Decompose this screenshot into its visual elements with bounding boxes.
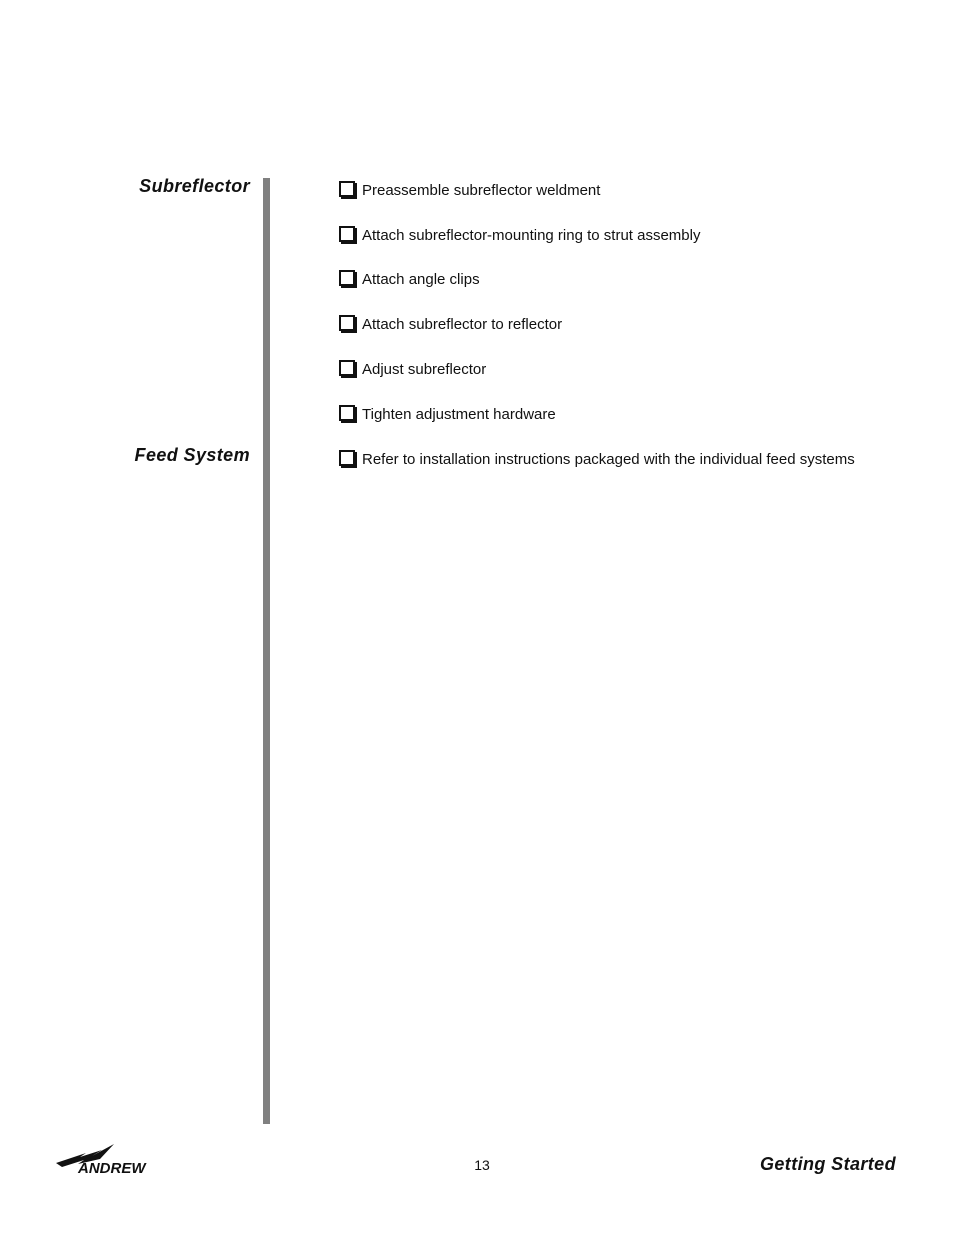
checklist-item (339, 315, 562, 335)
checkbox-icon[interactable] (339, 450, 355, 466)
checklist-item (339, 450, 855, 470)
checklist-item (339, 226, 700, 246)
checklist-item (339, 181, 600, 201)
checkbox-icon[interactable] (339, 270, 355, 286)
section-heading-subreflector: Subreflector (139, 176, 250, 196)
checklist-item-label: Adjust subreflector (362, 361, 487, 378)
checkbox-icon[interactable] (339, 405, 355, 421)
andrew-logo (56, 1141, 172, 1175)
checklist-item-label: Refer to installation instructions packaged with the individual feed systems (362, 451, 855, 468)
checkbox-icon[interactable] (339, 360, 355, 376)
checklist-item-label: Attach subreflector-mounting ring to strut assembly (362, 227, 701, 244)
checkbox-icon[interactable] (339, 181, 355, 197)
footer-section-title: Getting Started (759, 1154, 896, 1174)
checklist-item-label: Tighten adjustment hardware (362, 406, 556, 423)
checklist-item-label: Attach angle clips (362, 271, 480, 288)
checklist-item (339, 270, 480, 290)
checklist-item (339, 405, 556, 425)
checkbox-icon[interactable] (339, 315, 355, 331)
checklist-item-label: Attach subreflector to reflector (362, 316, 563, 333)
andrew-logo-text: ANDREW (78, 1160, 146, 1175)
checkbox-icon[interactable] (339, 226, 355, 242)
section-divider-bar (263, 178, 270, 1124)
section-heading-feed-system: Feed System (134, 445, 250, 465)
page-number: 13 (474, 1157, 490, 1173)
checklist-item-label: Preassemble subreflector weldment (362, 182, 601, 199)
checklist-item (339, 360, 486, 380)
